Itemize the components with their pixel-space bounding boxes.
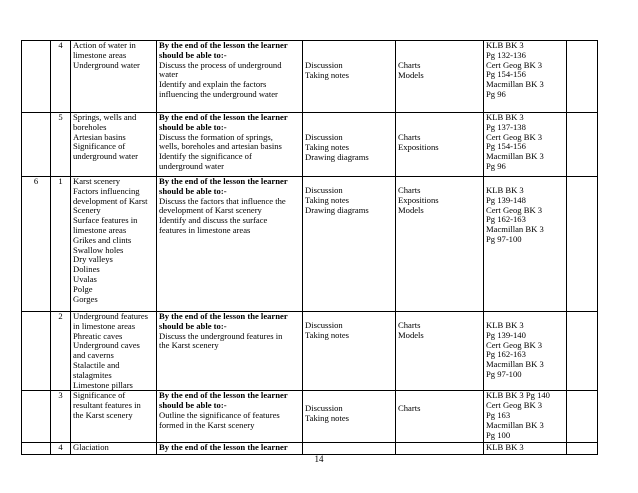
topic-cell-line: limestone areas bbox=[73, 49, 127, 60]
topic-cell-line: the Karst scenery bbox=[73, 409, 133, 420]
topic-cell bbox=[71, 312, 157, 391]
resources-cell-line: Charts bbox=[398, 60, 421, 70]
topic-cell-line: Artesian basins bbox=[73, 131, 126, 142]
topic-cell-line: Significance of bbox=[73, 141, 126, 152]
remarks-cell bbox=[567, 391, 598, 443]
objectives-cell-line: Discuss the underground features in bbox=[159, 330, 283, 341]
table-row bbox=[22, 391, 598, 443]
references-cell-line: KLB BK 3 bbox=[486, 320, 524, 330]
topic-cell-line: Limestone pillars bbox=[73, 379, 133, 390]
topic-cell-line: underground water bbox=[73, 151, 138, 162]
objectives-cell-line: Discuss the formation of springs, bbox=[159, 131, 273, 142]
references-cell-line: Pg 97-100 bbox=[486, 233, 522, 244]
references-cell-line: Pg 139-148 bbox=[486, 194, 526, 205]
references-cell-line: KLB BK 3 Pg 140 bbox=[486, 390, 550, 401]
page-number: 14 bbox=[314, 454, 324, 464]
topic-cell-line: Significance of bbox=[73, 390, 126, 401]
topic-cell-line: Springs, wells and bbox=[73, 112, 137, 122]
references-cell-line: Cert Geog BK 3 bbox=[486, 204, 543, 215]
lesson-cell: 2 bbox=[51, 312, 71, 391]
remarks-cell bbox=[567, 113, 598, 177]
topic-cell-line: Surface features in bbox=[73, 215, 138, 226]
topic-cell-line: Phreatic caves bbox=[73, 330, 123, 341]
methods-cell-line: Discussion bbox=[305, 60, 343, 70]
references-cell-line: Cert Geog BK 3 bbox=[486, 339, 543, 350]
objectives-cell-line: Identify and discuss the surface bbox=[159, 215, 268, 226]
resources-cell bbox=[396, 177, 484, 312]
resources-cell-line: Charts bbox=[398, 403, 421, 414]
references-cell-line: Pg 132-136 bbox=[486, 49, 526, 60]
references-cell-line: Cert Geog BK 3 bbox=[486, 59, 543, 70]
references-cell-line: Cert Geog BK 3 bbox=[486, 400, 543, 411]
lesson-cell: 4 bbox=[51, 41, 71, 113]
scheme-of-work-table bbox=[21, 40, 598, 455]
objectives-cell-line: underground water bbox=[159, 160, 224, 171]
topic-cell-line: limestone areas bbox=[73, 224, 127, 235]
methods-cell-line: Discussion bbox=[305, 185, 343, 195]
topic-cell-line: Underground features bbox=[73, 311, 149, 321]
references-cell-line: Macmillan BK 3 bbox=[486, 151, 544, 162]
references-cell-line: KLB BK 3 bbox=[486, 40, 524, 50]
methods-cell-line: Drawing diagrams bbox=[305, 204, 369, 215]
resources-cell-line: Expositions bbox=[398, 141, 439, 152]
methods-cell-line: Taking notes bbox=[305, 194, 350, 205]
references-cell-line: Macmillan BK 3 bbox=[486, 419, 544, 430]
references-cell-line: KLB BK 3 bbox=[486, 442, 524, 453]
methods-cell-line: Drawing diagrams bbox=[305, 151, 369, 162]
references-cell bbox=[484, 312, 567, 391]
objectives-cell bbox=[157, 113, 303, 177]
references-cell bbox=[484, 41, 567, 113]
week-cell bbox=[22, 113, 51, 177]
resources-cell-line: Expositions bbox=[398, 194, 439, 205]
topic-cell-line: Swallow holes bbox=[73, 244, 124, 255]
methods-cell bbox=[303, 312, 396, 391]
objectives-cell-line: should be able to:- bbox=[159, 320, 227, 331]
topic-cell-line: Polge bbox=[73, 283, 93, 294]
topic-cell bbox=[71, 391, 157, 443]
references-cell-line: Macmillan BK 3 bbox=[486, 359, 544, 370]
topic-cell-line: Factors influencing bbox=[73, 185, 140, 196]
references-cell-line: Cert Geog BK 3 bbox=[486, 131, 543, 142]
references-cell-line: Macmillan BK 3 bbox=[486, 224, 544, 235]
topic-cell bbox=[71, 177, 157, 312]
references-cell-line: Pg 162-163 bbox=[486, 349, 526, 360]
methods-cell-line: Taking notes bbox=[305, 141, 350, 152]
objectives-cell-line: should be able to:- bbox=[159, 400, 227, 411]
topic-cell-line: Gorges bbox=[73, 293, 98, 304]
objectives-cell-line: water bbox=[159, 69, 179, 80]
topic-cell-line: Underground water bbox=[73, 59, 140, 70]
resources-cell-line: Models bbox=[398, 329, 424, 340]
references-cell-line: Pg 96 bbox=[486, 88, 506, 99]
table-row bbox=[22, 312, 598, 391]
methods-cell bbox=[303, 177, 396, 312]
references-cell bbox=[484, 391, 567, 443]
topic-cell bbox=[71, 113, 157, 177]
objectives-cell bbox=[157, 177, 303, 312]
references-cell-line: Macmillan BK 3 bbox=[486, 79, 544, 90]
references-cell-line: Pg 154-156 bbox=[486, 69, 526, 80]
lesson-cell: 3 bbox=[51, 391, 71, 443]
resources-cell-line: Models bbox=[398, 204, 424, 215]
objectives-cell-line: By the end of the lesson the learner bbox=[159, 442, 288, 453]
methods-cell bbox=[303, 41, 396, 113]
remarks-cell bbox=[567, 177, 598, 312]
topic-cell-line: in limestone areas bbox=[73, 320, 136, 331]
methods-cell bbox=[303, 391, 396, 443]
objectives-cell-line: Identify the significance of bbox=[159, 151, 252, 162]
topic-cell-line: Uvalas bbox=[73, 273, 97, 284]
objectives-cell-line: features in limestone areas bbox=[159, 224, 251, 235]
topic-cell-line: and caverns bbox=[73, 350, 114, 361]
references-cell bbox=[484, 177, 567, 312]
references-cell-line: Pg 96 bbox=[486, 160, 506, 171]
topic-cell-line: Stalactile and bbox=[73, 359, 120, 370]
topic-cell-line: Karst scenery bbox=[73, 176, 121, 186]
objectives-cell-line: Discuss the process of underground bbox=[159, 59, 282, 70]
table-row bbox=[22, 177, 598, 312]
references-cell-line: Pg 162-163 bbox=[486, 214, 526, 225]
resources-cell-line: Charts bbox=[398, 185, 421, 195]
week-cell bbox=[22, 312, 51, 391]
topic-cell bbox=[71, 41, 157, 113]
objectives-cell-line: the Karst scenery bbox=[159, 340, 219, 351]
objectives-cell-line: By the end of the lesson the learner bbox=[159, 40, 288, 50]
topic-cell-line: Dry valleys bbox=[73, 254, 113, 265]
objectives-cell-line: wells, boreholes and artesian basins bbox=[159, 141, 282, 152]
references-cell bbox=[484, 113, 567, 177]
resources-cell-line: Charts bbox=[398, 132, 421, 142]
remarks-cell bbox=[567, 312, 598, 391]
topic-cell-line: development of Karst bbox=[73, 195, 148, 206]
resources-cell-line: Models bbox=[398, 69, 424, 80]
week-cell bbox=[22, 41, 51, 113]
methods-cell bbox=[303, 113, 396, 177]
objectives-cell-line: Outline the significance of features bbox=[159, 409, 280, 420]
objectives-cell-line: Discuss the factors that influence the bbox=[159, 195, 286, 206]
methods-cell-line: Discussion bbox=[305, 403, 343, 414]
topic-cell-line: Scenery bbox=[73, 205, 101, 216]
objectives-cell bbox=[157, 391, 303, 443]
table-row bbox=[22, 41, 598, 113]
methods-cell-line: Discussion bbox=[305, 132, 343, 142]
resources-cell bbox=[396, 312, 484, 391]
references-cell-line: KLB BK 3 bbox=[486, 185, 524, 195]
methods-cell-line: Taking notes bbox=[305, 69, 350, 80]
topic-cell-line: Grikes and clints bbox=[73, 234, 132, 245]
lesson-cell: 4 bbox=[51, 443, 71, 455]
objectives-cell-line: By the end of the lesson the learner bbox=[159, 390, 288, 401]
objectives-cell bbox=[157, 41, 303, 113]
topic-cell-line: Action of water in bbox=[73, 40, 136, 50]
methods-cell-line: Taking notes bbox=[305, 329, 350, 340]
topic-cell-line: Dolines bbox=[73, 264, 100, 275]
references-cell-line: Pg 154-156 bbox=[486, 141, 526, 152]
references-cell-line: Pg 100 bbox=[486, 429, 511, 440]
methods-cell-line: Taking notes bbox=[305, 413, 350, 424]
topic-cell-line: Underground caves bbox=[73, 340, 140, 351]
table-row bbox=[22, 113, 598, 177]
references-cell-line: Pg 97-100 bbox=[486, 368, 522, 379]
topic-cell-line: stalagmites bbox=[73, 369, 112, 380]
objectives-cell bbox=[157, 312, 303, 391]
objectives-cell-line: Identify and explain the factors bbox=[159, 79, 267, 90]
resources-cell bbox=[396, 113, 484, 177]
lesson-cell: 1 bbox=[51, 177, 71, 312]
topic-cell-line: boreholes bbox=[73, 121, 107, 132]
resources-cell-line: Charts bbox=[398, 320, 421, 330]
methods-cell-line: Discussion bbox=[305, 320, 343, 330]
objectives-cell-line: By the end of the lesson the learner bbox=[159, 112, 288, 122]
objectives-cell-line: should be able to:- bbox=[159, 121, 227, 132]
objectives-cell-line: should be able to:- bbox=[159, 49, 227, 60]
objectives-cell-line: By the end of the lesson the learner bbox=[159, 176, 288, 186]
week-cell bbox=[22, 391, 51, 443]
week-cell: 6 bbox=[22, 177, 51, 312]
lesson-cell: 5 bbox=[51, 113, 71, 177]
objectives-cell-line: should be able to:- bbox=[159, 185, 227, 196]
resources-cell bbox=[396, 391, 484, 443]
references-cell-line: Pg 139-140 bbox=[486, 329, 526, 340]
topic-cell-line: resultant features in bbox=[73, 400, 141, 411]
objectives-cell-line: By the end of the lesson the learner bbox=[159, 311, 288, 321]
objectives-cell-line: development of Karst scenery bbox=[159, 205, 262, 216]
topic-cell-line: Glaciation bbox=[73, 442, 109, 453]
remarks-cell bbox=[567, 41, 598, 113]
references-cell-line: Pg 137-138 bbox=[486, 121, 526, 132]
references-cell-line: Pg 163 bbox=[486, 409, 511, 420]
references-cell-line: KLB BK 3 bbox=[486, 112, 524, 122]
resources-cell bbox=[396, 41, 484, 113]
objectives-cell-line: influencing the underground water bbox=[159, 88, 278, 99]
objectives-cell-line: formed in the Karst scenery bbox=[159, 419, 255, 430]
